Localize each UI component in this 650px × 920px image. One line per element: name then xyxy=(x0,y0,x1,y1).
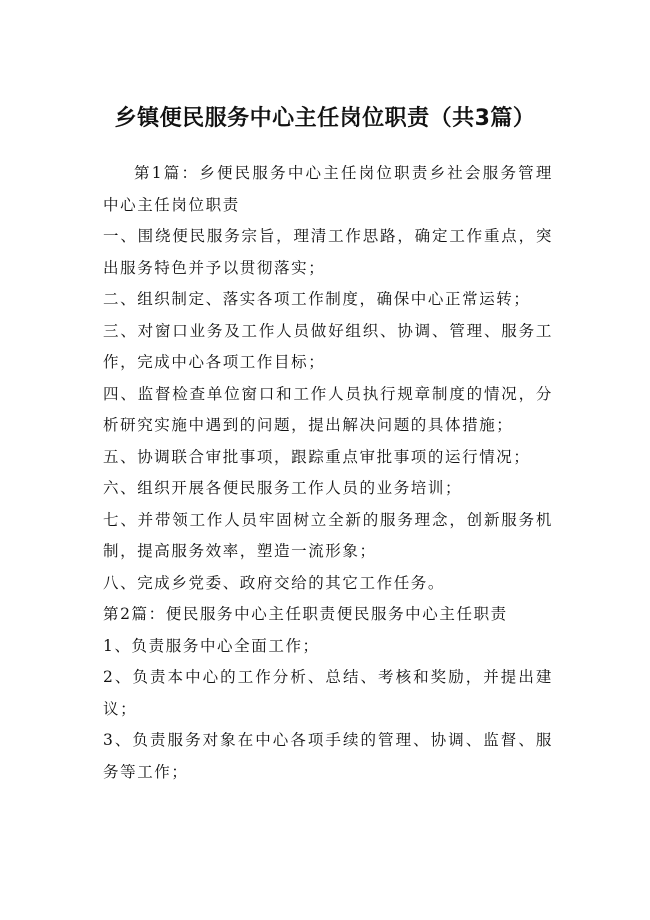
paragraph-item-6: 六、组织开展各便民服务工作人员的业务培训； xyxy=(103,479,463,497)
section-2-heading: 第2篇：便民服务中心主任职责便民服务中心主任职责 xyxy=(103,605,508,623)
paragraph-item-4: 四、监督检查单位窗口和工作人员执行规章制度的情况，分析研究实施中遇到的问题，提出解决问题的具体措施； xyxy=(103,384,553,434)
paragraph-duty-1: 1、负责服务中心全面工作； xyxy=(103,636,320,655)
paragraph-item-1: 一、围绕便民服务宗旨，理清工作思路，确定工作重点，突出服务特色并予以贯彻落实； xyxy=(103,227,553,277)
section-1-heading: 第1篇：乡便民服务中心主任岗位职责乡社会服务管理中心主任岗位职责 xyxy=(103,164,553,214)
paragraph-item-2: 二、组织制定、落实各项工作制度，确保中心正常运转； xyxy=(103,290,531,308)
paragraph-item-8: 八、完成乡党委、政府交给的其它工作任务。 xyxy=(103,573,446,592)
paragraph-item-3: 三、对窗口业务及工作人员做好组织、协调、管理、服务工作，完成中心各项工作目标； xyxy=(103,321,553,371)
document-title: 乡镇便民服务中心主任岗位职责（共3篇） xyxy=(114,106,536,131)
paragraph-item-5: 五、协调联合审批事项，跟踪重点审批事项的运行情况； xyxy=(103,447,531,466)
document-body xyxy=(103,158,553,788)
paragraph-duty-3: 3、负责服务对象在中心各项手续的管理、协调、监督、服务等工作； xyxy=(103,731,553,781)
paragraph-item-7: 七、并带领工作人员牢固树立全新的服务理念，创新服务机制，提高服务效率，塑造一流形象； xyxy=(103,510,553,560)
paragraph-duty-2: 2、负责本中心的工作分析、总结、考核和奖励，并提出建议； xyxy=(103,668,553,718)
